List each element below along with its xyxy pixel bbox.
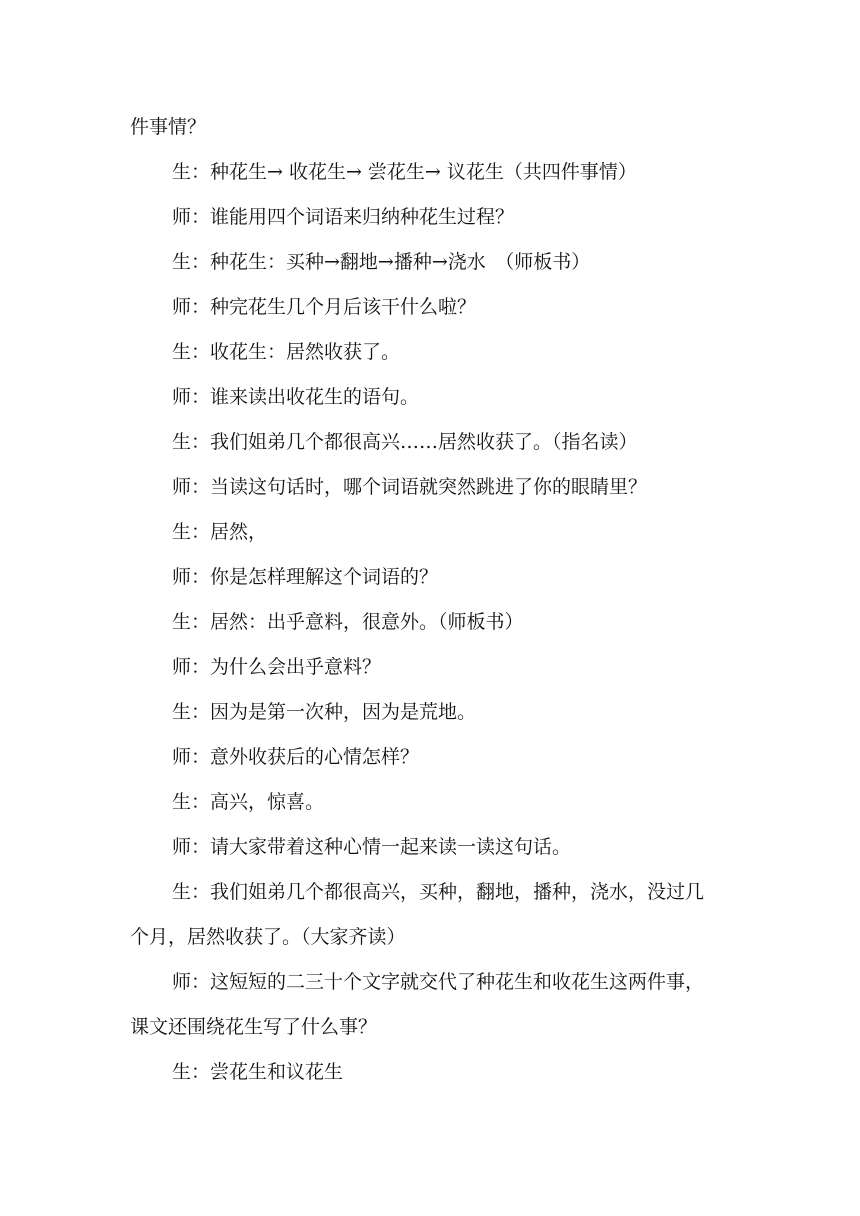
paragraph-0 [130, 105, 730, 150]
text-line: 师：意外收获后的心情怎样？ [172, 746, 420, 768]
text-line: 师：当读这句话时，哪个词语就突然跳进了你的眼睛里？ [172, 476, 648, 498]
paragraph-13 [130, 690, 730, 735]
paragraph-5 [130, 330, 730, 375]
text-line: 生：因为是第一次种，因为是荒地。 [172, 701, 477, 723]
paragraph-18 [130, 960, 730, 1050]
text-line: 生：尝花生和议花生 [172, 1061, 344, 1083]
text-line: 个月，居然收获了。（大家齐读） [130, 926, 406, 948]
text-line: 生：种花生→ 收花生→ 尝花生→ 议花生（共四件事情） [172, 161, 637, 183]
text-line: 生：居然：出乎意料，很意外。（师板书） [172, 611, 524, 633]
text-line: 师：谁来读出收花生的语句。 [172, 386, 420, 408]
text-line: 师：谁能用四个词语来归纳种花生过程？ [172, 206, 515, 228]
paragraph-16 [130, 825, 730, 870]
paragraph-6 [130, 375, 730, 420]
text-line: 师：你是怎样理解这个词语的？ [172, 566, 439, 588]
text-line: 生：高兴，惊喜。 [172, 791, 325, 813]
paragraph-4 [130, 285, 730, 330]
text-line: 生：收花生：居然收获了。 [172, 341, 401, 363]
text-line: 件事情？ [130, 116, 207, 138]
text-line: 生：我们姐弟几个都很高兴……居然收获了。（指名读） [172, 431, 638, 453]
text-line: 师：为什么会出乎意料？ [172, 656, 382, 678]
paragraph-1 [130, 150, 730, 195]
text-line: 生：我们姐弟几个都很高兴，买种，翻地，播种，浇水，没过几 [172, 881, 705, 903]
paragraph-14 [130, 735, 730, 780]
paragraph-2 [130, 195, 730, 240]
paragraph-9 [130, 510, 730, 555]
text-line: 生：居然， [172, 521, 268, 543]
text-line: 师：种完花生几个月后该干什么啦？ [172, 296, 477, 318]
paragraph-11 [130, 600, 730, 645]
paragraph-17 [130, 870, 730, 960]
paragraph-12 [130, 645, 730, 690]
paragraph-7 [130, 420, 730, 465]
text-line: 课文还围绕花生写了什么事？ [130, 1016, 378, 1038]
text-line: 生：种花生：买种→翻地→播种→浇水 （师板书） [172, 251, 591, 273]
paragraph-3 [130, 240, 730, 285]
paragraph-19 [130, 1050, 730, 1095]
paragraph-15 [130, 780, 730, 825]
paragraph-10 [130, 555, 730, 600]
text-line: 师：请大家带着这种心情一起来读一读这句话。 [172, 836, 572, 858]
paragraph-8 [130, 465, 730, 510]
text-line: 师：这短短的二三十个文字就交代了种花生和收花生这两件事， [172, 971, 705, 993]
